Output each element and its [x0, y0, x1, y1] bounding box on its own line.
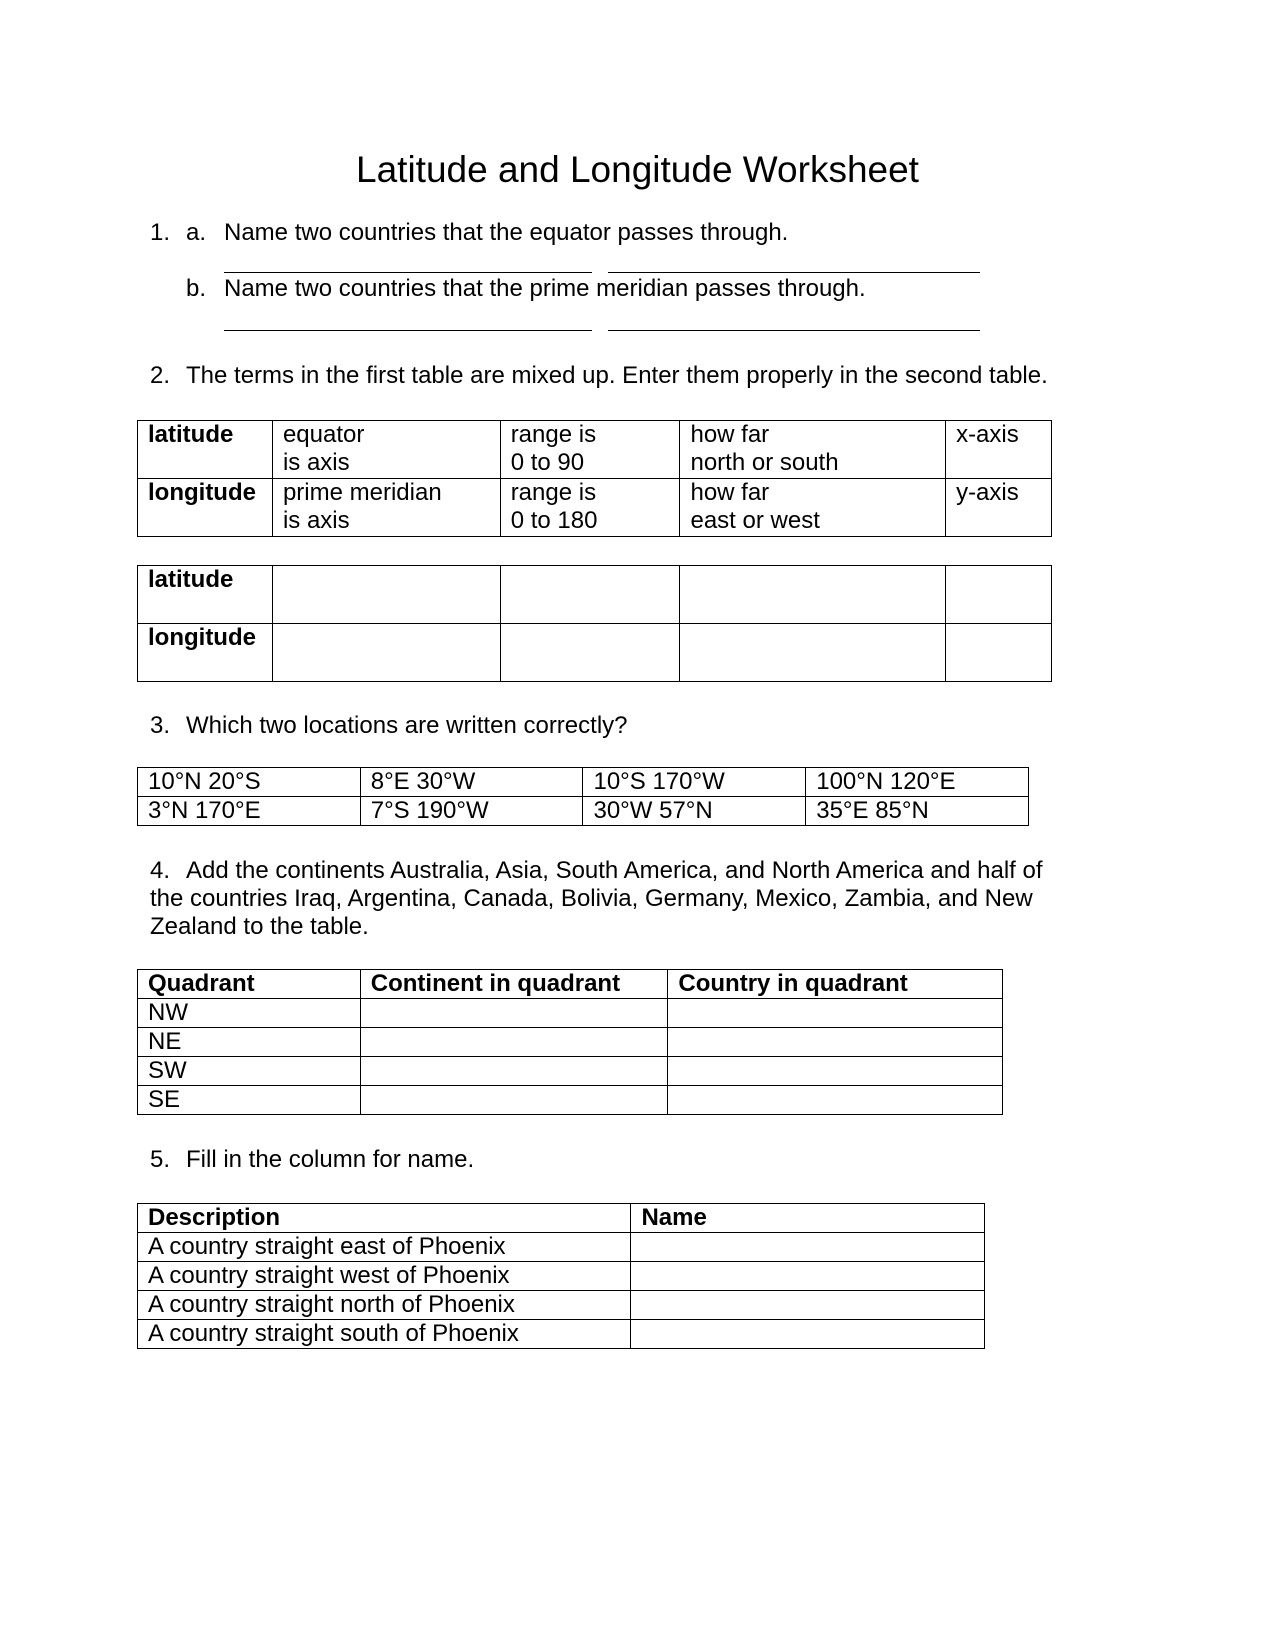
answer-cell[interactable]: [360, 999, 668, 1028]
answer-cell[interactable]: [946, 566, 1052, 624]
table-row: [138, 1262, 985, 1291]
answer-cell[interactable]: [500, 566, 680, 624]
q1b-letter: b.: [186, 275, 207, 302]
table-row: [138, 624, 1052, 682]
q3-number: 3.: [150, 712, 171, 739]
table-row: [138, 1291, 985, 1320]
table-row: [138, 1028, 1003, 1057]
q1a-letter: a.: [186, 219, 207, 246]
table-cell: [272, 479, 500, 537]
location-cell[interactable]: 3°N 170°E: [138, 797, 361, 826]
column-header: Continent in quadrant: [360, 970, 668, 999]
answer-cell[interactable]: [680, 566, 946, 624]
table-row: [138, 479, 1052, 537]
table-cell: [500, 479, 680, 537]
description-cell: A country straight south of Phoenix: [138, 1320, 631, 1349]
quadrant-label: NE: [138, 1028, 361, 1057]
answer-cell[interactable]: [668, 999, 1003, 1028]
quadrant-label: SE: [138, 1086, 361, 1115]
answer-cell[interactable]: [631, 1233, 985, 1262]
answer-cell[interactable]: [631, 1291, 985, 1320]
q1a-answer-blank-2[interactable]: [608, 272, 980, 273]
location-cell[interactable]: 35°E 85°N: [806, 797, 1029, 826]
cell-line: 0 to 180: [510, 507, 598, 534]
cell-line: how far: [690, 479, 770, 506]
answer-cell[interactable]: [631, 1320, 985, 1349]
table-row: [138, 797, 1029, 826]
phoenix-table: [137, 1203, 985, 1349]
sorted-terms-table: [137, 565, 1052, 682]
answer-cell[interactable]: [668, 1086, 1003, 1115]
worksheet-title: Latitude and Longitude Worksheet: [356, 149, 919, 190]
q2-number: 2.: [150, 362, 171, 389]
table-cell: longitude: [138, 479, 273, 537]
q4-text-line-3: Zealand to the table.: [150, 913, 369, 940]
table-row: [138, 1057, 1003, 1086]
q4-number: 4.: [150, 857, 171, 884]
column-header: Description: [138, 1204, 631, 1233]
q5-number: 5.: [150, 1146, 171, 1173]
cell-line: prime meridian: [282, 479, 442, 506]
answer-cell[interactable]: [360, 1057, 668, 1086]
answer-cell[interactable]: [360, 1086, 668, 1115]
quadrant-label: SW: [138, 1057, 361, 1086]
table-header-row: [138, 970, 1003, 999]
location-cell[interactable]: 7°S 190°W: [360, 797, 583, 826]
description-cell: A country straight west of Phoenix: [138, 1262, 631, 1291]
q4-text-line-1: Add the continents Australia, Asia, South America, and North America and half of: [186, 857, 1043, 884]
table-cell: longitude: [138, 624, 273, 682]
description-cell: A country straight east of Phoenix: [138, 1233, 631, 1262]
answer-cell[interactable]: [668, 1057, 1003, 1086]
table-row: [138, 566, 1052, 624]
mixed-terms-table: [137, 420, 1052, 537]
table-row: [138, 768, 1029, 797]
location-cell[interactable]: 10°S 170°W: [583, 768, 806, 797]
column-header: Country in quadrant: [668, 970, 1003, 999]
table-cell: [500, 421, 680, 479]
cell-line: east or west: [690, 507, 820, 534]
table-row: [138, 999, 1003, 1028]
table-cell: y-axis: [946, 479, 1052, 537]
table-row: [138, 1086, 1003, 1115]
cell-line: range is: [510, 421, 597, 448]
table-cell: latitude: [138, 566, 273, 624]
answer-cell[interactable]: [272, 566, 500, 624]
location-cell[interactable]: 30°W 57°N: [583, 797, 806, 826]
answer-cell[interactable]: [272, 624, 500, 682]
cell-line: is axis: [282, 507, 350, 534]
locations-table: [137, 767, 1029, 826]
quadrant-label: NW: [138, 999, 361, 1028]
table-cell: x-axis: [946, 421, 1052, 479]
q3-text: Which two locations are written correctly?: [186, 712, 628, 739]
cell-line: 0 to 90: [510, 449, 585, 476]
table-header-row: [138, 1204, 985, 1233]
q1a-answer-blank-1[interactable]: [224, 272, 592, 273]
column-header: Name: [631, 1204, 985, 1233]
q5-text: Fill in the column for name.: [186, 1146, 475, 1173]
answer-cell[interactable]: [360, 1028, 668, 1057]
q1b-text: Name two countries that the prime meridian passes through.: [224, 275, 866, 302]
table-cell: [680, 479, 946, 537]
q1b-answer-blank-2[interactable]: [608, 330, 980, 331]
cell-line: equator: [282, 421, 365, 448]
location-cell[interactable]: 8°E 30°W: [360, 768, 583, 797]
table-cell: [680, 421, 946, 479]
answer-cell[interactable]: [631, 1262, 985, 1291]
table-cell: [272, 421, 500, 479]
answer-cell[interactable]: [500, 624, 680, 682]
answer-cell[interactable]: [668, 1028, 1003, 1057]
table-cell: latitude: [138, 421, 273, 479]
answer-cell[interactable]: [680, 624, 946, 682]
description-cell: A country straight north of Phoenix: [138, 1291, 631, 1320]
column-header: Quadrant: [138, 970, 361, 999]
location-cell[interactable]: 10°N 20°S: [138, 768, 361, 797]
cell-line: how far: [690, 421, 770, 448]
table-row: [138, 1233, 985, 1262]
answer-cell[interactable]: [946, 624, 1052, 682]
table-row: [138, 421, 1052, 479]
q1-number: 1.: [150, 219, 171, 246]
cell-line: range is: [510, 479, 597, 506]
quadrant-table: [137, 969, 1003, 1115]
cell-line: is axis: [282, 449, 350, 476]
location-cell[interactable]: 100°N 120°E: [806, 768, 1029, 797]
q2-text: The terms in the first table are mixed up. Enter them properly in the second table.: [186, 362, 1048, 389]
cell-line: north or south: [690, 449, 839, 476]
q4-text-line-2: the countries Iraq, Argentina, Canada, Bolivia, Germany, Mexico, Zambia, and New: [150, 885, 1033, 912]
q1a-text: Name two countries that the equator passes through.: [224, 219, 789, 246]
table-row: [138, 1320, 985, 1349]
q1b-answer-blank-1[interactable]: [224, 330, 592, 331]
